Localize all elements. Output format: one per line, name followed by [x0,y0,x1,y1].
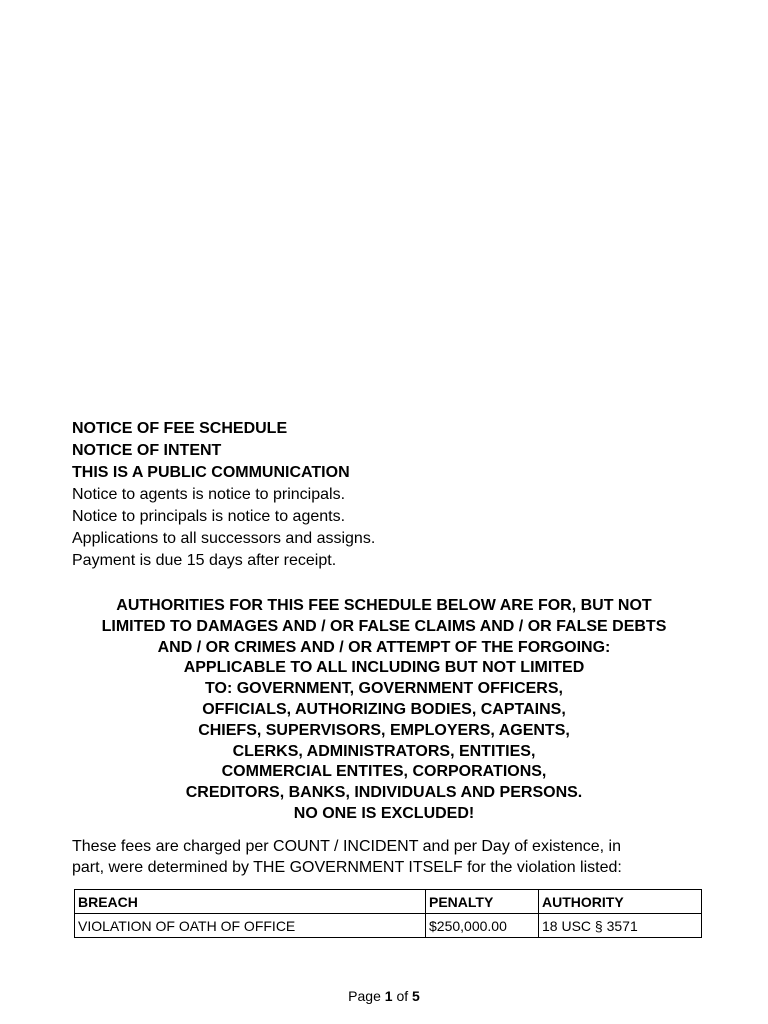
notice-line: Applications to all successors and assigns. [72,530,376,547]
fees-intro-line: part, were determined by THE GOVERNMENT ITSELF for the violation listed: [72,859,622,876]
of-word: of [396,988,409,1004]
authorities-paragraph [60,596,708,825]
authorities-line: COMMERCIAL ENTITES, CORPORATIONS, [221,763,547,781]
total-pages-number: 5 [412,988,420,1004]
cell-breach: VIOLATION OF OATH OF OFFICE [75,914,426,938]
authorities-line: OFFICIALS, AUTHORIZING BODIES, CAPTAINS, [202,700,566,718]
authorities-line: CLERKS, ADMINISTRATORS, ENTITIES, [232,742,536,760]
authorities-line: LIMITED TO DAMAGES AND / OR FALSE CLAIMS AND / OR FALSE DEBTS [101,617,667,635]
authorities-line: CHIEFS, SUPERVISORS, EMPLOYERS, AGENTS, [198,721,570,739]
authorities-line: CREDITORS, BANKS, INDIVIDUALS AND PERSONS. [185,784,583,802]
column-header-authority: AUTHORITY [539,890,702,914]
heading-fee-schedule: NOTICE OF FEE SCHEDULE [72,420,288,437]
column-header-breach: BREACH [75,890,426,914]
heading-public-communication: THIS IS A PUBLIC COMMUNICATION [72,464,350,481]
table-header-row [75,890,702,914]
cell-authority: 18 USC § 3571 [539,914,702,938]
authorities-line: TO: GOVERNMENT, GOVERNMENT OFFICERS, [205,680,563,698]
cell-penalty: $250,000.00 [426,914,539,938]
notice-header [72,418,702,572]
fees-intro-paragraph [72,836,712,878]
authorities-line: AUTHORITIES FOR THIS FEE SCHEDULE BELOW ARE FOR, BUT NOT [116,597,652,614]
current-page-number: 1 [384,988,393,1004]
authorities-line: NO ONE IS EXCLUDED! [293,804,475,822]
authorities-line: AND / OR CRIMES AND / OR ATTEMPT OF THE FORGOING: [157,638,611,656]
fee-schedule-table [74,889,702,938]
notice-line: Payment is due 15 days after receipt. [72,552,337,569]
heading-intent: NOTICE OF INTENT [72,442,222,459]
fees-intro-line: These fees are charged per COUNT / INCIDENT and per Day of existence, in [72,838,621,855]
notice-line: Notice to principals is notice to agents. [72,508,346,525]
notice-line: Notice to agents is notice to principals. [72,486,346,503]
column-header-penalty: PENALTY [426,890,539,914]
page-footer [0,988,768,1004]
authorities-line: APPLICABLE TO ALL INCLUDING BUT NOT LIMITED [183,659,585,677]
table-row [75,914,702,938]
page-word: Page [348,988,381,1004]
